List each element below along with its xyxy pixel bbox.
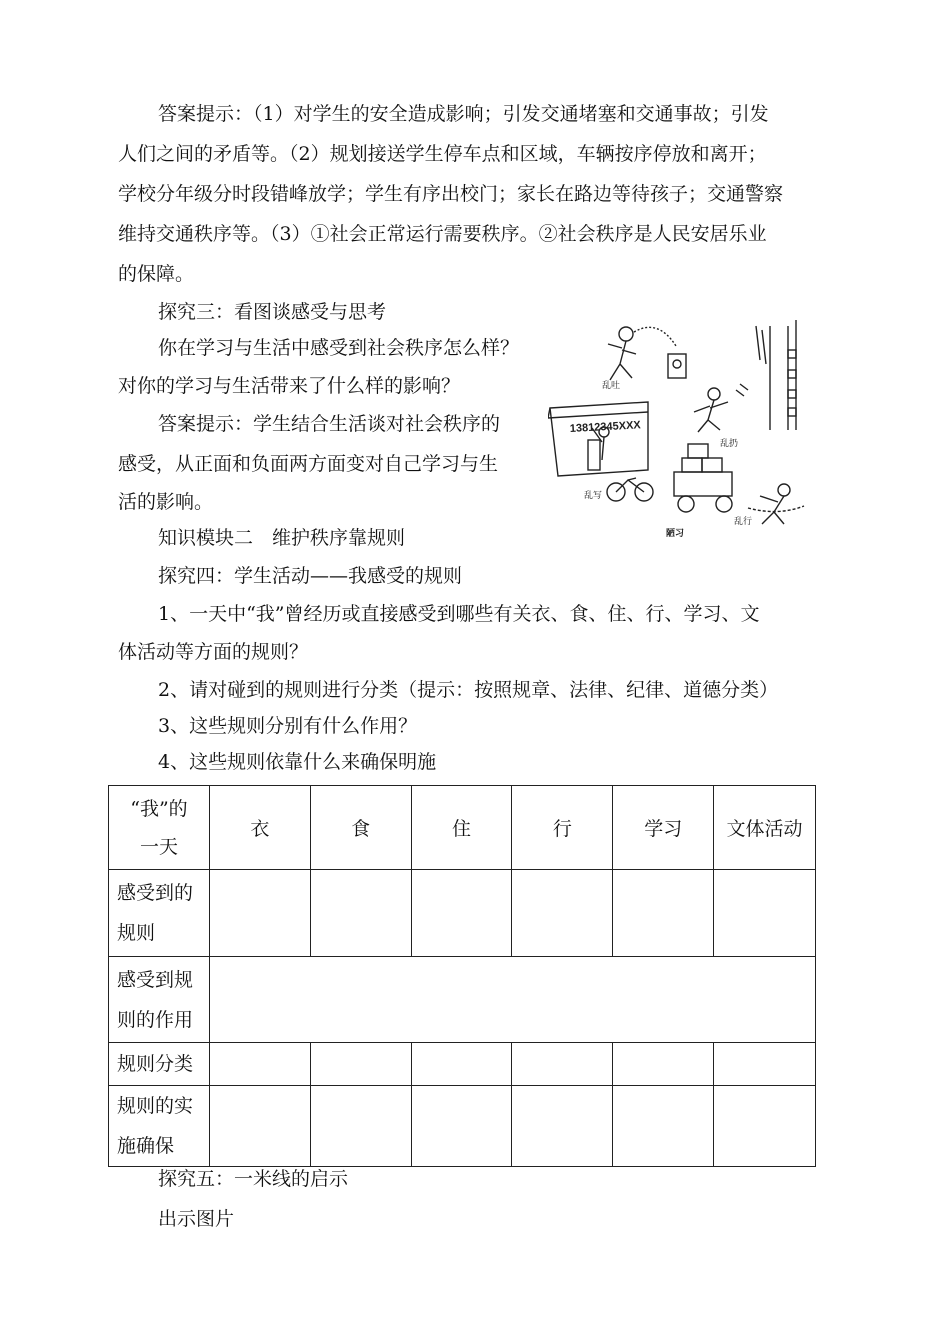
explore4-question-4: 4、这些规则依靠什么来确保明施 [158, 751, 437, 773]
answer-hint-line-1: 答案提示：（1）对学生的安全造成影响；引发交通堵塞和交通事故；引发 [158, 103, 769, 125]
table-row [109, 1086, 816, 1167]
explore4-question-1b: 体活动等方面的规则？ [118, 641, 309, 663]
table-cell[interactable] [512, 870, 613, 957]
table-cell[interactable] [310, 1043, 411, 1086]
table-cell[interactable] [613, 870, 714, 957]
table-cell-merged[interactable] [209, 957, 815, 1043]
header-culture-sports: 文体活动 [714, 786, 816, 870]
table-cell[interactable] [613, 1043, 714, 1086]
corner-cell: “我”的 一天 [109, 786, 210, 870]
row-label-rule-role: 感受到规 则的作用 [109, 957, 210, 1043]
table-cell[interactable] [209, 1043, 310, 1086]
table-cell[interactable] [512, 1086, 613, 1167]
row-label-ensure: 规则的实 施确保 [109, 1086, 210, 1167]
wall-phone-text: 13812345XXX [569, 419, 642, 435]
explore3-title: 探究三：看图谈感受与思考 [158, 301, 387, 323]
table-cell[interactable] [411, 1043, 512, 1086]
explore4-question-2: 2、请对碰到的规则进行分类（提示：按照规章、法律、纪律、道德分类） [158, 679, 779, 701]
table-cell[interactable] [714, 870, 816, 957]
table-cell[interactable] [310, 1086, 411, 1167]
table-cell[interactable] [209, 1086, 310, 1167]
explore5-title: 探究五：一米线的启示 [158, 1168, 349, 1190]
answer-hint-line-4: 维持交通秩序等。（3）①社会正常运行需要秩序。②社会秩序是人民安居乐业 [118, 223, 767, 245]
row-label-felt-rules: 感受到的 规则 [109, 870, 210, 957]
bad-habits-illustration [548, 320, 818, 538]
explore3-question-1: 你在学习与生活中感受到社会秩序怎么样？ [158, 337, 520, 359]
table-header-row [109, 786, 816, 870]
header-housing: 住 [411, 786, 512, 870]
caption-bad-habits: 陋习 [666, 529, 685, 538]
explore3-answer-3: 活的影响。 [118, 491, 214, 513]
table-row [109, 870, 816, 957]
caption-litter: 乱扔 [720, 439, 739, 449]
table-cell[interactable] [411, 1086, 512, 1167]
table-cell[interactable] [613, 1086, 714, 1167]
header-travel: 行 [512, 786, 613, 870]
header-study: 学习 [613, 786, 714, 870]
explore5-show-picture: 出示图片 [158, 1208, 235, 1230]
header-food: 食 [310, 786, 411, 870]
table-row [109, 957, 816, 1043]
explore4-question-1a: 1、一天中“我”曾经历或直接感受到哪些有关衣、食、住、行、学习、文 [158, 603, 760, 625]
caption-spit: 乱吐 [602, 381, 621, 391]
rules-table [108, 785, 816, 1167]
header-clothing: 衣 [209, 786, 310, 870]
module-2-title: 知识模块二 维护秩序靠规则 [158, 527, 406, 549]
row-label-classify: 规则分类 [109, 1043, 210, 1086]
explore3-answer-2: 感受，从正面和负面两方面变对自己学习与生 [118, 453, 499, 475]
table-cell[interactable] [714, 1043, 816, 1086]
caption-jaywalk: 乱行 [734, 517, 753, 527]
table-cell[interactable] [310, 870, 411, 957]
caption-scribble: 乱写 [584, 491, 603, 501]
table-cell[interactable] [209, 870, 310, 957]
explore4-title: 探究四：学生活动——我感受的规则 [158, 565, 463, 587]
answer-hint-line-5: 的保障。 [118, 263, 195, 285]
explore3-answer-1: 答案提示：学生结合生活谈对社会秩序的 [158, 413, 501, 435]
explore4-question-3: 3、这些规则分别有什么作用？ [158, 715, 418, 737]
answer-hint-line-3: 学校分年级分时段错峰放学；学生有序出校门；家长在路边等待孩子；交通警察 [118, 183, 784, 205]
table-cell[interactable] [714, 1086, 816, 1167]
answer-hint-line-2: 人们之间的矛盾等。（2）规划接送学生停车点和区域，车辆按序停放和离开； [118, 143, 767, 165]
table-cell[interactable] [512, 1043, 613, 1086]
table-row [109, 1043, 816, 1086]
table-cell[interactable] [411, 870, 512, 957]
explore3-question-2: 对你的学习与生活带来了什么样的影响？ [118, 375, 461, 397]
